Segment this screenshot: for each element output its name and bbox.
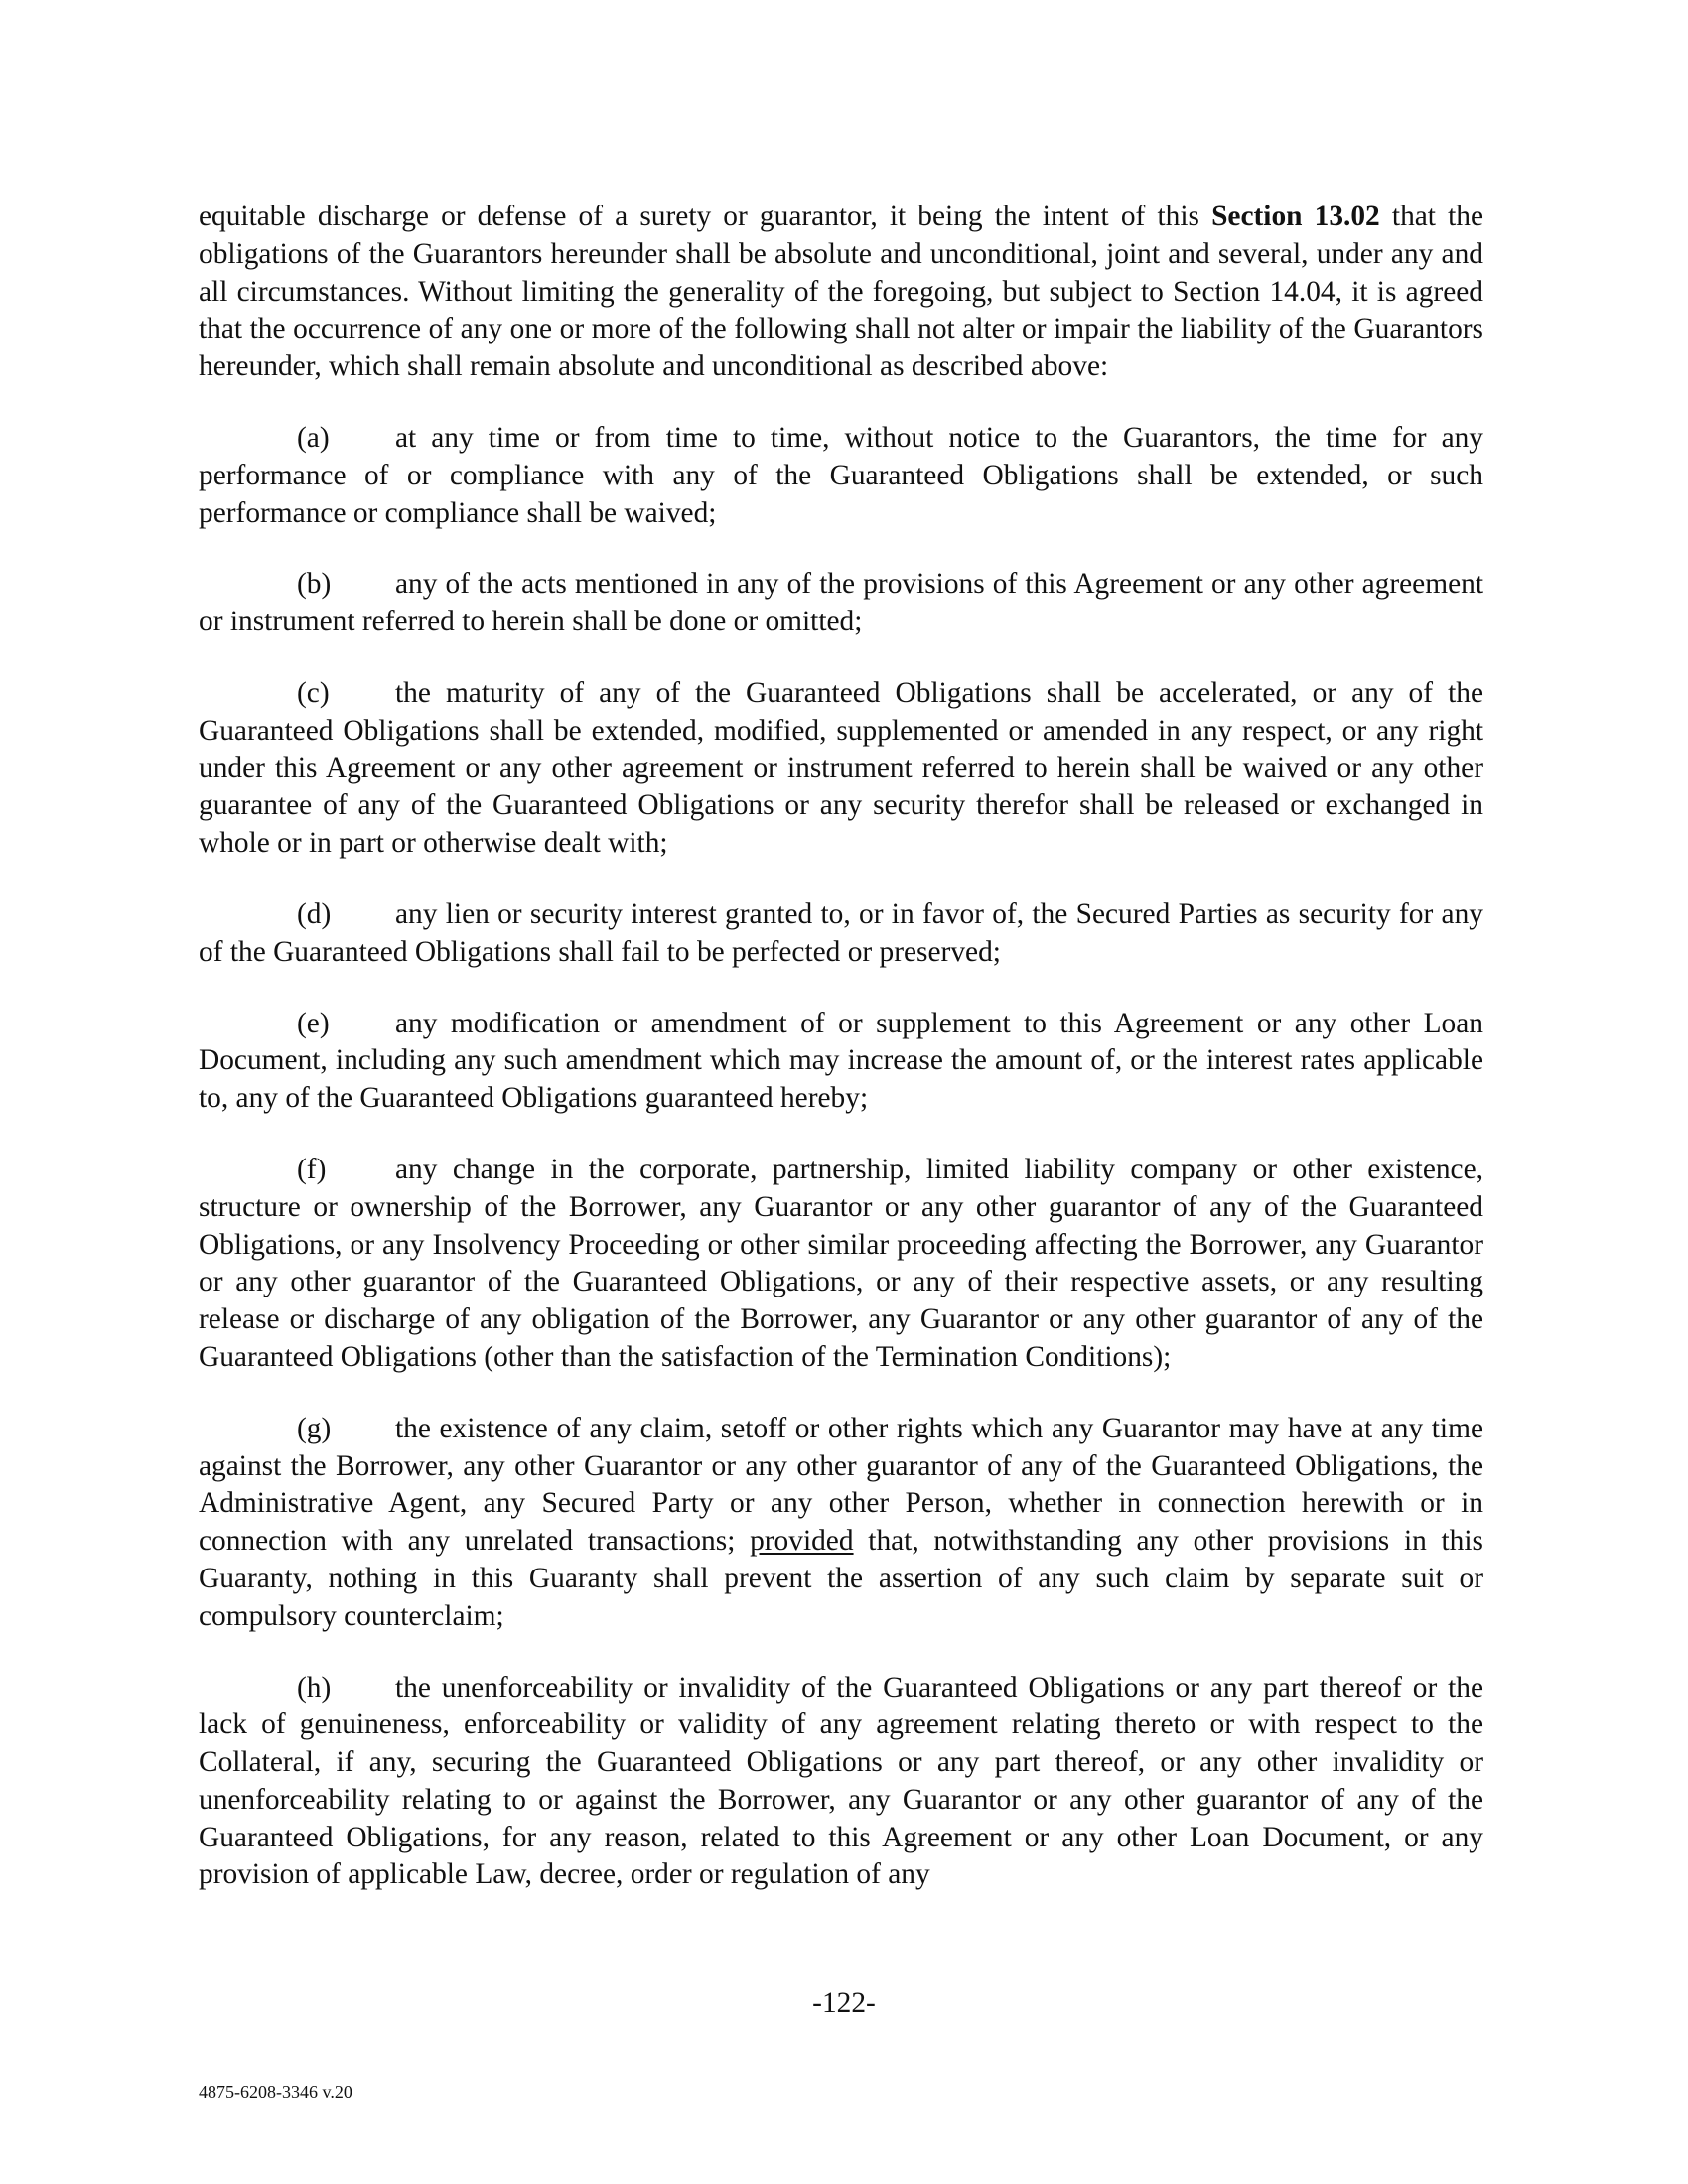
clause-text: any change in the corporate, partnership, limited liability company or other existence, structure or ownership of the Borrower, any Guarantor or any other guarantor of any of the Guaranteed Obligations, or any Insolvency Proceeding or other similar proceeding affecting the Borrower, any Guarantor or any other guarantor of the Guaranteed Obligations, or any of their respective assets, or any resulting release or discharge of any obligation of the Borrower, any Guarantor or any other guarantor of any of the Guaranteed Obligations (other than the satisfaction of the Termination Conditions); [199,1153,1483,1373]
clause-text-start: the existence of any claim, setoff or other rights which any Guarantor may have at any time against the Borrower, any other Guarantor or any other guarantor of any of the Guaranteed Obligations, the Administrative Agent, any Secured Party or any other Person, whether in connection herewith or in connection with any unrelated transactions; [199,1412,1483,1558]
page-number: -122- [812,1987,876,2019]
clause-text: any modification or amendment of or supplement to this Agreement or any other Loan Document, including any such amendment which may increase the amount of, or the interest rates applicable to, any of the Guaranteed Obligations guaranteed hereby; [199,1007,1483,1115]
clause-text: any of the acts mentioned in any of the provisions of this Agreement or any other agreement or instrument referred to herein shall be done or omitted; [199,568,1483,638]
document-page [199,199,1483,1928]
clause-b [199,566,1483,641]
intro-text-start: equitable discharge or defense of a surety or guarantor, it being the intent of this [199,201,1212,232]
clause-label: (c) [297,676,330,709]
intro-paragraph [199,199,1483,386]
clause-label: (d) [297,897,332,930]
clause-text-end: that, notwithstanding any other provisions in this Guaranty, nothing in this Guaranty shall prevent the assertion of any such claim by separate suit or compulsory counterclaim; [199,1525,1483,1632]
clause-text: the maturity of any of the Guaranteed Obligations shall be accelerated, or any of the Guaranteed Obligations shall be extended, modified, supplemented or amended in any respect, or any right under this Agreement or any other agreement or instrument referred to herein shall be waived or any other guarantee of any of the Guaranteed Obligations or any security therefor shall be released or exchanged in whole or in part or otherwise dealt with; [199,676,1483,860]
clause-d [199,896,1483,972]
clause-e [199,1006,1483,1118]
clause-label: (a) [297,421,330,454]
clause-label: (g) [297,1412,332,1444]
clause-f [199,1152,1483,1377]
clause-h [199,1670,1483,1895]
document-id: 4875-6208-3346 v.20 [199,2082,352,2102]
clause-text: the unenforceability or invalidity of the Guaranteed Obligations or any part thereof or the lack of genuineness, enforceability or validity of any agreement relating thereto or with respect to the Collateral, if any, securing the Guaranteed Obligations or any part thereof, or any other invalidity or unenforceability relating to or against the Borrower, any Guarantor or any other guarantor of any of the Guaranteed Obligations, for any reason, related to this Agreement or any other Loan Document, or any provision of applicable Law, decree, order or regulation of any [199,1671,1483,1891]
clause-c [199,675,1483,863]
clause-label: (e) [297,1007,330,1039]
clause-label: (f) [297,1153,327,1185]
clause-label: (b) [297,568,332,601]
clause-text: any lien or security interest granted to, or in favor of, the Secured Parties as security for any of the Guaranteed Obligations shall fail to be perfected or preserved; [199,897,1483,968]
provided-term: provided [750,1525,854,1558]
clause-a [199,420,1483,532]
clause-text: at any time or from time to time, without notice to the Guarantors, the time for any performance of or compliance with any of the Guaranteed Obligations shall be extended, or such performance or compliance shall be waived; [199,421,1483,529]
clause-label: (h) [297,1671,332,1704]
clause-g [199,1411,1483,1636]
intro-text-end: that the obligations of the Guarantors hereunder shall be absolute and unconditional, joint and several, under any and all circumstances. Without limiting the generality of the foregoing, but subject to Section 14.04, it is agreed that the occurrence of any one or more of the following shall not alter or impair the liability of the Guarantors hereunder, which shall remain absolute and unconditional as described above: [199,201,1484,383]
section-reference: Section 13.02 [1211,201,1380,232]
